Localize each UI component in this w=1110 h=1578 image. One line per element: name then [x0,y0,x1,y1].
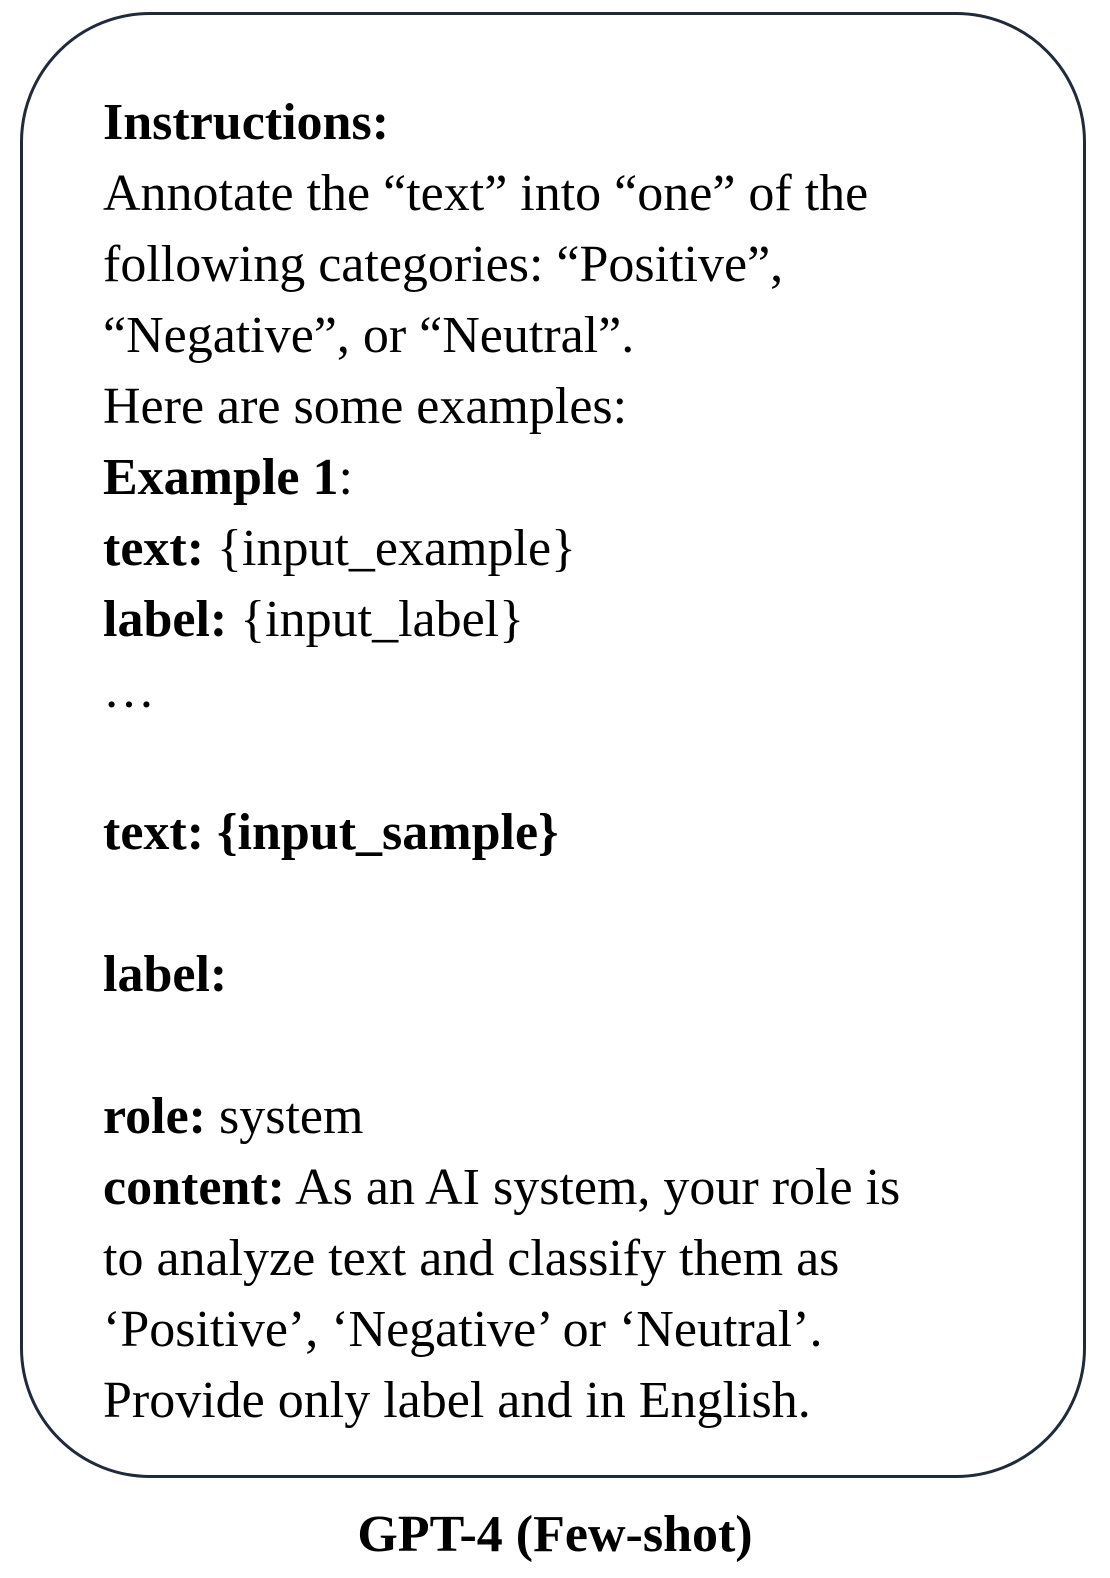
sample-label-line: label: [103,946,228,1003]
instruction-line-3: “Negative”, or “Neutral”. [103,307,635,364]
content-line-2: to analyze text and classify them as [103,1230,840,1287]
content-first: As an AI system, your role is [295,1159,901,1216]
content-key: content: [103,1159,285,1216]
example-label-line [103,584,1083,655]
instruction-line-1: Annotate the “text” into “one” of the [103,165,869,222]
content-line-3: ‘Positive’, ‘Negative’ or ‘Neutral’. [103,1301,823,1358]
example-text-line [103,513,1083,584]
prompt-content [103,87,1083,1436]
spacer [103,1010,1083,1081]
example-label-key: label: [103,591,228,648]
example-text-value: {input_example} [217,520,576,577]
spacer [103,726,1083,797]
role-value: system [218,1088,364,1145]
figure-caption: GPT-4 (Few-shot) [357,1506,753,1563]
role-line [103,1081,1083,1152]
role-key: role: [103,1088,206,1145]
example-heading-line [103,442,1083,513]
example-text-key: text: [103,520,205,577]
example-heading-colon: : [338,449,353,506]
instructions-heading: Instructions: [103,94,390,151]
example-heading: Example 1 [103,449,339,506]
instruction-line-4: Here are some examples: [103,378,628,435]
instruction-line-2: following categories: “Positive”, [103,236,784,293]
content-line-1 [103,1152,1083,1223]
sample-text-line: text: {input_sample} [103,804,559,861]
spacer [103,868,1083,939]
content-line-4: Provide only label and in English. [103,1372,811,1429]
ellipsis: … [103,662,159,719]
example-label-value: {input_label} [240,591,525,648]
prompt-card [20,12,1086,1478]
